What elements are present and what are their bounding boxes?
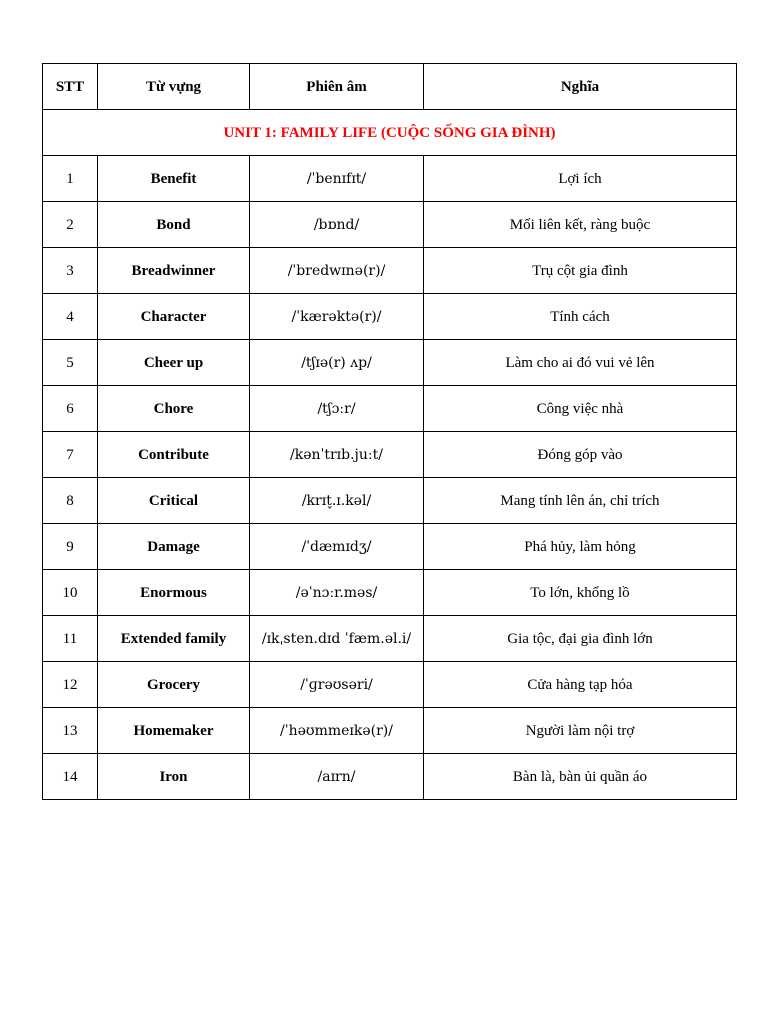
- row-meaning: Cửa hàng tạp hóa: [424, 662, 737, 708]
- row-meaning: Gia tộc, đại gia đình lớn: [424, 616, 737, 662]
- unit-title-row: [43, 110, 737, 156]
- row-meaning: Mối liên kết, ràng buộc: [424, 202, 737, 248]
- row-stt: 9: [43, 524, 98, 570]
- table-row: [43, 662, 737, 708]
- row-stt: 12: [43, 662, 98, 708]
- row-stt: 4: [43, 294, 98, 340]
- row-stt: 13: [43, 708, 98, 754]
- row-word: Homemaker: [98, 708, 250, 754]
- table-row: [43, 478, 737, 524]
- row-stt: 11: [43, 616, 98, 662]
- row-ipa: /tʃɪə(r) ʌp/: [250, 340, 424, 386]
- row-word: Cheer up: [98, 340, 250, 386]
- row-meaning: Bàn là, bàn ủi quần áo: [424, 754, 737, 800]
- row-ipa: /ˈbenɪfɪt/: [250, 156, 424, 202]
- row-ipa: /ˈkærəktə(r)/: [250, 294, 424, 340]
- row-meaning: To lớn, khổng lồ: [424, 570, 737, 616]
- row-meaning: Lợi ích: [424, 156, 737, 202]
- row-meaning: Trụ cột gia đình: [424, 248, 737, 294]
- row-ipa: /kənˈtrɪb.juːt/: [250, 432, 424, 478]
- row-meaning: Làm cho ai đó vui vẻ lên: [424, 340, 737, 386]
- header-stt: STT: [43, 64, 98, 110]
- row-stt: 1: [43, 156, 98, 202]
- row-stt: 10: [43, 570, 98, 616]
- table-row: [43, 524, 737, 570]
- row-word: Chore: [98, 386, 250, 432]
- row-meaning: Đóng góp vào: [424, 432, 737, 478]
- row-ipa: /ɪkˌsten.dɪd ˈfæm.əl.i/: [250, 616, 424, 662]
- unit-title: UNIT 1: FAMILY LIFE (CUỘC SỐNG GIA ĐÌNH): [43, 110, 737, 156]
- table-row: [43, 386, 737, 432]
- row-ipa: /bɒnd/: [250, 202, 424, 248]
- row-meaning: Người làm nội trợ: [424, 708, 737, 754]
- row-meaning: Tính cách: [424, 294, 737, 340]
- row-ipa: /aɪrn/: [250, 754, 424, 800]
- table-row: [43, 156, 737, 202]
- row-word: Damage: [98, 524, 250, 570]
- table-row: [43, 248, 737, 294]
- header-meaning: Nghĩa: [424, 64, 737, 110]
- row-stt: 14: [43, 754, 98, 800]
- row-stt: 6: [43, 386, 98, 432]
- table-row: [43, 294, 737, 340]
- row-word: Grocery: [98, 662, 250, 708]
- row-word: Benefit: [98, 156, 250, 202]
- row-stt: 7: [43, 432, 98, 478]
- table-row: [43, 202, 737, 248]
- row-stt: 8: [43, 478, 98, 524]
- row-ipa: /ˈhəʊmmeɪkə(r)/: [250, 708, 424, 754]
- row-ipa: /ˈɡrəʊsəri/: [250, 662, 424, 708]
- header-ipa: Phiên âm: [250, 64, 424, 110]
- table-row: [43, 432, 737, 478]
- row-word: Enormous: [98, 570, 250, 616]
- row-meaning: Công việc nhà: [424, 386, 737, 432]
- header-word: Từ vựng: [98, 64, 250, 110]
- table-row: [43, 340, 737, 386]
- table-header-row: [43, 64, 737, 110]
- row-word: Critical: [98, 478, 250, 524]
- row-meaning: Phá hủy, làm hỏng: [424, 524, 737, 570]
- table-row: [43, 570, 737, 616]
- row-word: Breadwinner: [98, 248, 250, 294]
- row-word: Contribute: [98, 432, 250, 478]
- row-meaning: Mang tính lên án, chỉ trích: [424, 478, 737, 524]
- row-word: Iron: [98, 754, 250, 800]
- table-row: [43, 616, 737, 662]
- table-row: [43, 708, 737, 754]
- table-row: [43, 754, 737, 800]
- vocabulary-table: [42, 63, 737, 800]
- row-word: Character: [98, 294, 250, 340]
- row-stt: 3: [43, 248, 98, 294]
- row-stt: 2: [43, 202, 98, 248]
- row-ipa: /ˈbredwɪnə(r)/: [250, 248, 424, 294]
- row-ipa: /krɪt̬.ɪ.kəl/: [250, 478, 424, 524]
- row-ipa: /əˈnɔːr.məs/: [250, 570, 424, 616]
- row-ipa: /ˈdæmɪdʒ/: [250, 524, 424, 570]
- row-ipa: /tʃɔːr/: [250, 386, 424, 432]
- row-stt: 5: [43, 340, 98, 386]
- row-word: Bond: [98, 202, 250, 248]
- row-word: Extended family: [98, 616, 250, 662]
